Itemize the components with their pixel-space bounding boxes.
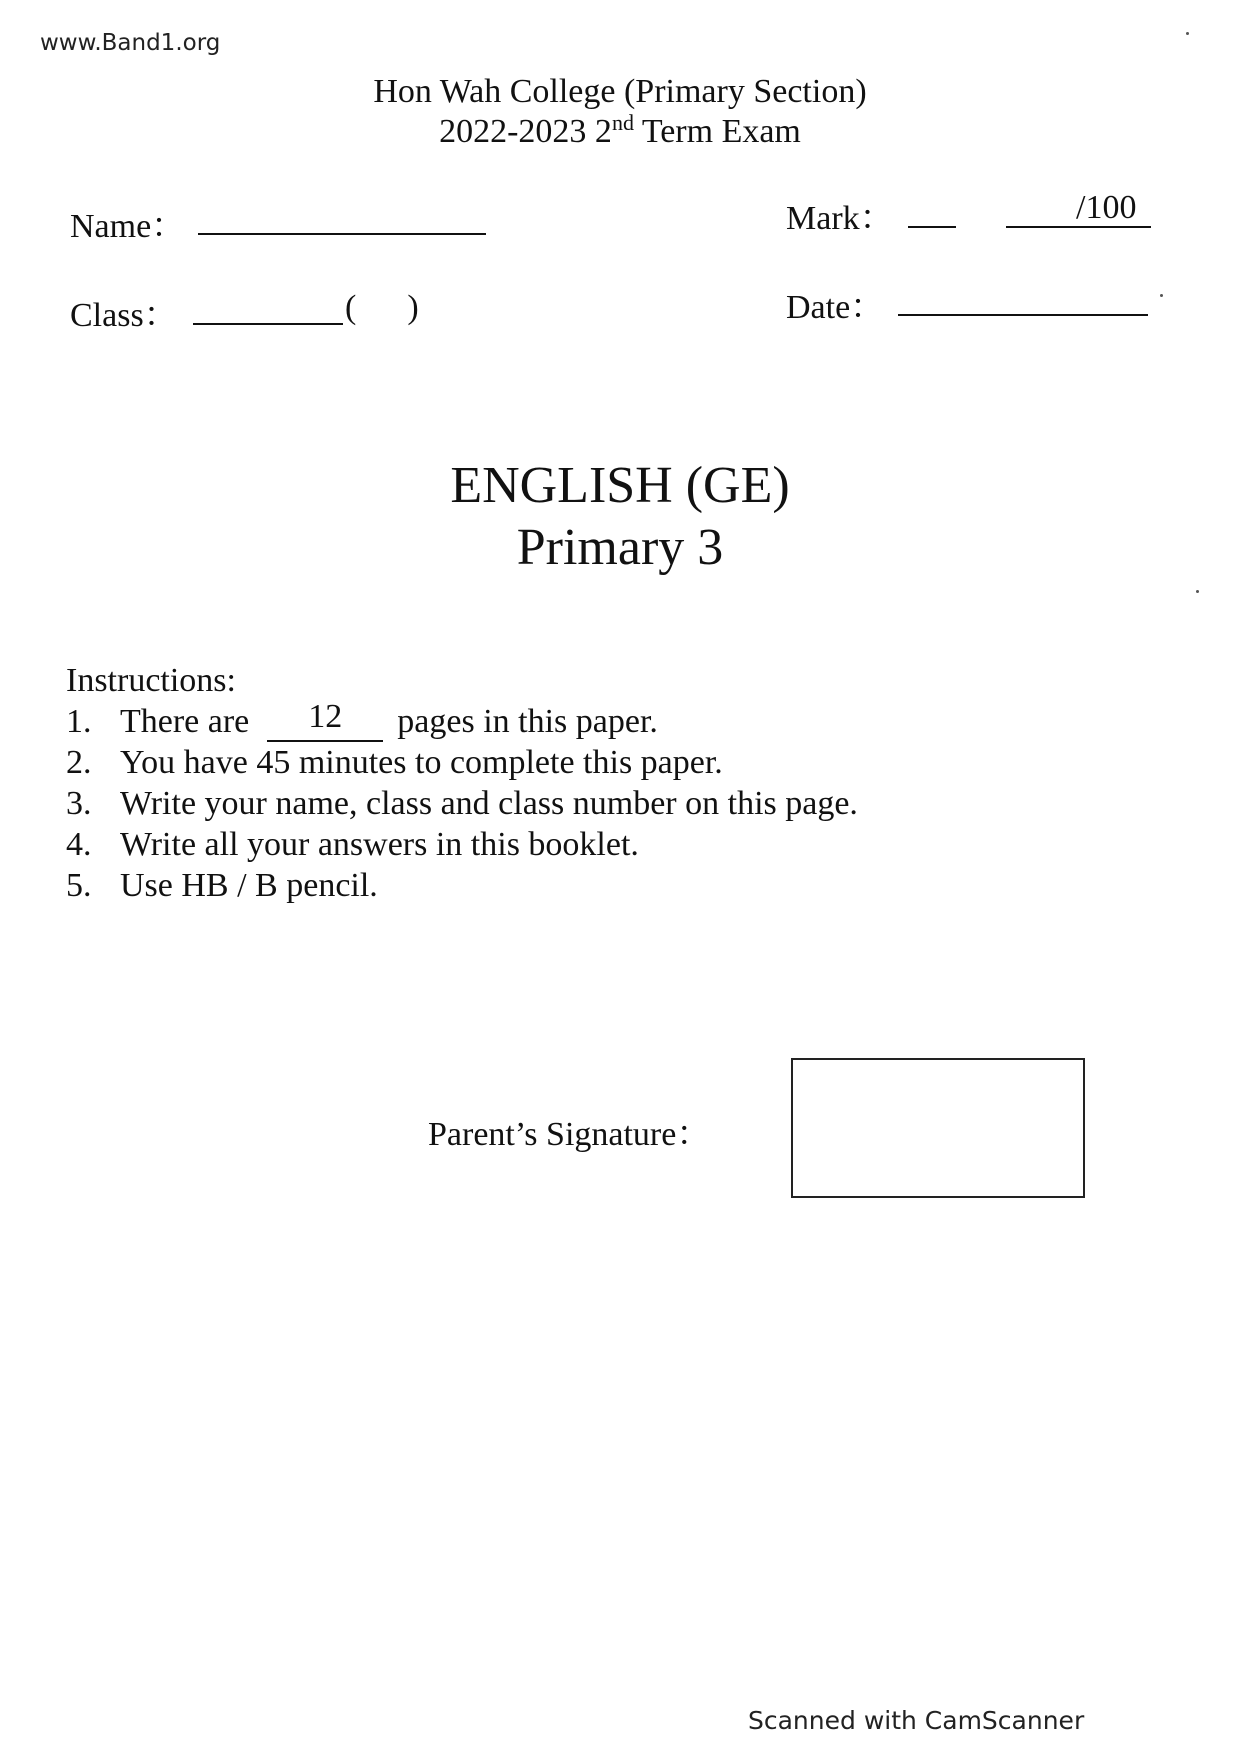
signature-label: Parent’s Signature：: [428, 1116, 711, 1153]
instruction-number: 4.: [66, 826, 92, 863]
page-count-value: 12: [267, 701, 383, 742]
scanner-footer: Scanned with CamScanner: [748, 1706, 1085, 1735]
instruction-item: [66, 824, 858, 865]
mark-field[interactable]: [908, 226, 956, 228]
mark-label: Mark：: [786, 200, 894, 237]
date-label: Date：: [786, 289, 885, 326]
name-label: Name：: [70, 208, 186, 245]
instruction-text: Use HB / B pencil.: [120, 867, 378, 904]
instruction-item: [66, 865, 858, 906]
class-label: Class：: [70, 297, 178, 334]
class-field[interactable]: [193, 323, 343, 325]
mark-total: /100: [1076, 189, 1137, 226]
term-suffix: Term Exam: [633, 113, 801, 150]
class-number-field[interactable]: ( ): [345, 289, 419, 326]
signature-box[interactable]: [791, 1058, 1085, 1198]
instruction-item: [66, 698, 858, 742]
watermark: www.Band1.org: [40, 30, 221, 56]
instruction-text: There are: [120, 703, 250, 740]
exam-header: [0, 72, 1240, 152]
scan-speck: [1196, 590, 1199, 593]
level-title: Primary 3: [516, 519, 724, 576]
name-field[interactable]: [198, 233, 486, 235]
term-line: [0, 112, 1240, 152]
instruction-item: [66, 742, 858, 783]
instruction-number: 3.: [66, 785, 92, 822]
term-prefix: 2022-2023 2: [439, 113, 612, 150]
scan-speck: [1186, 32, 1189, 35]
scan-speck: [1160, 294, 1163, 297]
subject-title: ENGLISH (GE): [450, 457, 790, 514]
instruction-number: 2.: [66, 744, 92, 781]
instructions-heading: Instructions:: [66, 662, 236, 699]
instruction-text: You have 45 minutes to complete this paper.: [120, 744, 723, 781]
instruction-number: 5.: [66, 867, 92, 904]
instruction-text: pages in this paper.: [397, 703, 658, 740]
school-name: Hon Wah College (Primary Section): [373, 73, 867, 110]
instructions: [66, 660, 858, 906]
term-superscript: nd: [611, 110, 634, 135]
instruction-text: Write your name, class and class number on this page.: [120, 785, 858, 822]
exam-title: [0, 455, 1240, 579]
instruction-text: Write all your answers in this booklet.: [120, 826, 639, 863]
instruction-item: [66, 783, 858, 824]
instruction-number: 1.: [66, 703, 92, 740]
date-field[interactable]: [898, 314, 1148, 316]
